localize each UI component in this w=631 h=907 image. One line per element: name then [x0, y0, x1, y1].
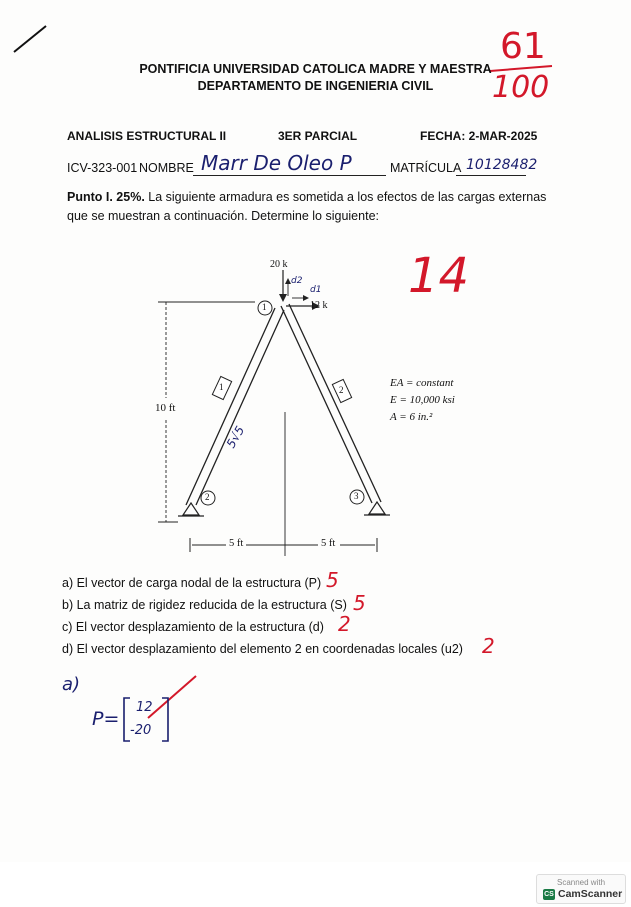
dof-1-label: d1 — [310, 285, 322, 295]
member-length-note: 5√5 — [223, 423, 248, 451]
node-1-label: 1 — [262, 302, 267, 312]
answer-label: a) — [62, 674, 81, 695]
question-b-score: 5 — [353, 591, 366, 615]
vertical-load-arrowhead — [279, 294, 287, 302]
university-name: PONTIFICIA UNIVERSIDAD CATOLICA MADRE Y MAESTRA — [139, 62, 492, 76]
course-name: ANALISIS ESTRUCTURAL II — [67, 129, 227, 143]
answer-p-bottom: -20 — [130, 723, 152, 738]
prop-e: E = 10,000 ksi — [390, 394, 455, 406]
height-label: 10 ft — [155, 402, 176, 414]
camscanner-logo-icon: CS — [544, 890, 554, 898]
question-a-score: 5 — [326, 568, 339, 592]
grade-score: 61 — [500, 26, 546, 67]
answer-p-top: 12 — [136, 700, 153, 715]
scanner-watermark — [536, 874, 626, 904]
load-horizontal-label: 12 k — [310, 300, 328, 311]
support-right — [369, 502, 385, 514]
dof-2-label: d2 — [291, 276, 303, 286]
question-a: a) El vector de carga nodal de la estructura (P) — [62, 576, 322, 590]
member-1-edge-a — [186, 308, 275, 505]
exam-partial: 3ER PARCIAL — [278, 129, 358, 143]
member-1-edge-b — [196, 310, 284, 505]
node-3-label: 3 — [354, 491, 359, 501]
student-matricula: 10128482 — [466, 157, 538, 173]
prop-a: A = 6 in.² — [390, 411, 433, 423]
question-d: d) El vector desplazamiento del elemento 2 en coordenadas locales (u2) — [62, 642, 463, 656]
problem-text-line2: que se muestran a continuación. Determine lo siguiente: — [67, 209, 379, 223]
watermark-line2: CamScanner — [558, 888, 623, 900]
student-name: Marr De Oleo P — [201, 151, 352, 175]
question-b: b) La matriz de rigidez reducida de la estructura (S) — [62, 598, 347, 612]
exam-date: FECHA: 2-MAR-2025 — [420, 129, 538, 143]
course-code: ICV-323-001 — [67, 161, 138, 175]
problem-title: Punto I. 25%. — [67, 190, 145, 204]
answer-check-mark — [148, 676, 196, 718]
department-name: DEPARTAMENTO DE INGENIERIA CIVIL — [197, 79, 434, 93]
name-label: NOMBRE — [139, 161, 194, 175]
node-2-label: 2 — [205, 492, 210, 502]
member-2-edge-a — [281, 306, 372, 503]
member-2-edge-b — [289, 304, 381, 502]
answer-p-label: P= — [92, 708, 120, 730]
problem-text-line1: La siguiente armadura es sometida a los efectos de las cargas externas — [148, 190, 547, 204]
dof-1-arrowhead — [303, 295, 309, 301]
matricula-label: MATRÍCULA — [390, 161, 462, 175]
span-right-label: 5 ft — [321, 538, 336, 549]
question-c: c) El vector desplazamiento de la estructura (d) — [62, 620, 324, 634]
span-left-label: 5 ft — [229, 538, 244, 549]
section-score: 14 — [408, 248, 470, 304]
grade-total: 100 — [492, 70, 550, 105]
prop-ea: EA = constant — [390, 377, 454, 389]
member-1-label: 1 — [219, 382, 224, 392]
watermark-line1: Scanned with — [556, 878, 606, 887]
member-2-label: 2 — [339, 385, 344, 395]
load-vertical-label: 20 k — [270, 259, 288, 270]
question-d-score: 2 — [482, 634, 495, 658]
question-c-score: 2 — [338, 612, 351, 636]
